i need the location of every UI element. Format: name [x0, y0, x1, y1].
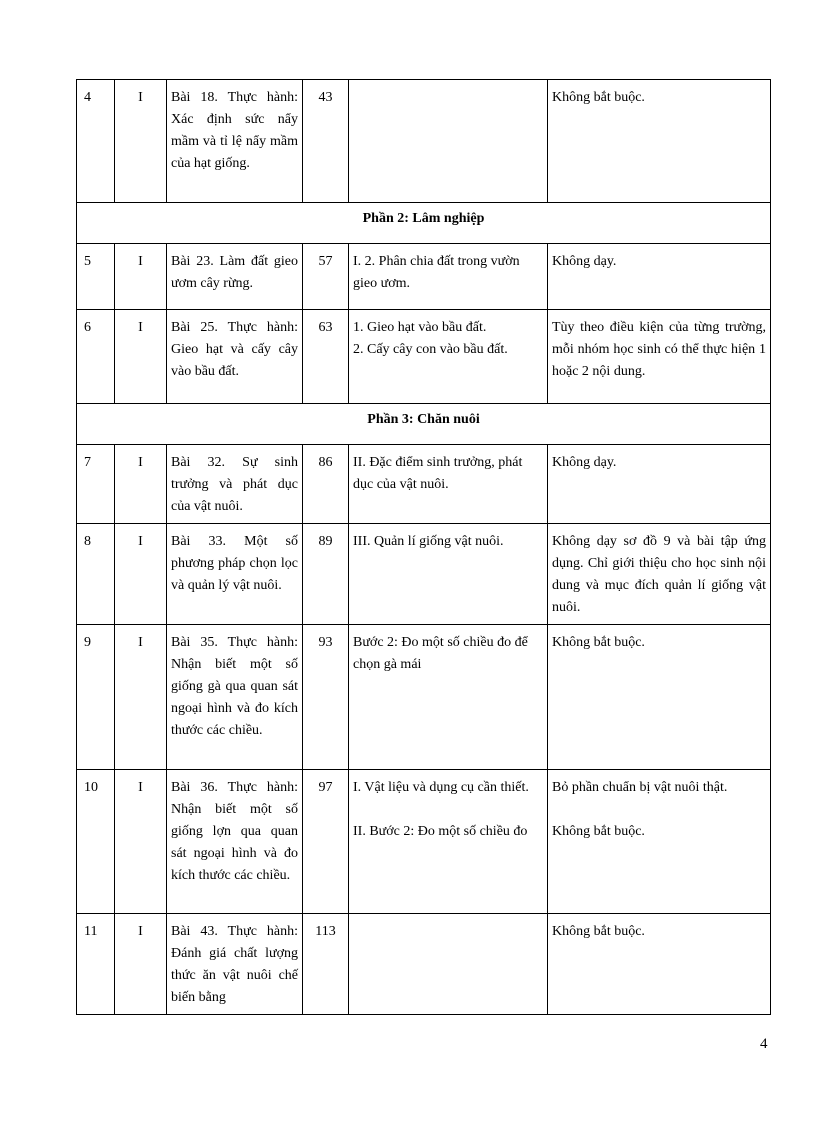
content-item: 1. Gieo hạt vào bầu đất.: [353, 320, 487, 335]
section-title: Phần 3: Chăn nuôi: [77, 404, 771, 445]
table-row: [77, 244, 771, 310]
cell-note: [548, 445, 771, 524]
cell-lesson: Bài 43. Thực hành: Đánh giá chất lượng thức ăn vật nuôi chế biến bằng: [167, 914, 303, 1015]
cell-content: [349, 80, 548, 203]
cell-content: [349, 244, 548, 310]
cell-stt: 11: [77, 914, 115, 1015]
note-item: Không dạy.: [552, 455, 617, 470]
cell-class: I: [115, 310, 167, 404]
cell-note: [548, 310, 771, 404]
table-row: [77, 524, 771, 625]
cell-page: 43: [303, 80, 349, 203]
table-row: [77, 770, 771, 914]
note-item: Không bắt buộc.: [552, 635, 645, 650]
cell-lesson: Bài 23. Làm đất gieo ươm cây rừng.: [167, 244, 303, 310]
page-number: 4: [760, 1036, 768, 1052]
content-item: 2. Cấy cây con vào bầu đất.: [353, 342, 508, 357]
spacer: [552, 799, 766, 821]
table-row: [77, 445, 771, 524]
curriculum-table: [76, 79, 771, 1015]
note-item: Tùy theo điều kiện của từng trường, mỗi nhóm học sinh có thể thực hiện 1 hoặc 2 nội dung.: [552, 320, 766, 379]
cell-stt: 6: [77, 310, 115, 404]
cell-lesson: Bài 35. Thực hành: Nhận biết một số giống gà qua quan sát ngoại hình và đo kích thước các chiều.: [167, 625, 303, 770]
note-item: Không bắt buộc.: [552, 924, 645, 939]
table-row: [77, 80, 771, 203]
cell-class: I: [115, 80, 167, 203]
section-row: [77, 404, 771, 445]
content-item: I. Vật liệu và dụng cụ cần thiết.: [353, 780, 529, 795]
table-row: [77, 310, 771, 404]
content-item: I. 2. Phân chia đất trong vườn gieo ươm.: [353, 254, 520, 291]
note-item: Không bắt buộc.: [552, 824, 645, 839]
cell-class: I: [115, 524, 167, 625]
cell-content: [349, 445, 548, 524]
note-item: Không dạy.: [552, 254, 617, 269]
cell-content: [349, 625, 548, 770]
cell-stt: 10: [77, 770, 115, 914]
cell-page: 89: [303, 524, 349, 625]
cell-stt: 9: [77, 625, 115, 770]
cell-class: I: [115, 914, 167, 1015]
table-body: [77, 80, 771, 1015]
cell-note: [548, 770, 771, 914]
content-item: II. Bước 2: Đo một số chiều đo: [353, 824, 528, 839]
cell-stt: 4: [77, 80, 115, 203]
cell-page: 93: [303, 625, 349, 770]
content-item: Bước 2: Đo một số chiều đo để chọn gà mái: [353, 635, 528, 672]
cell-class: I: [115, 244, 167, 310]
section-row: [77, 203, 771, 244]
cell-content: [349, 310, 548, 404]
table-row: [77, 914, 771, 1015]
cell-note: [548, 80, 771, 203]
cell-class: I: [115, 625, 167, 770]
cell-stt: 8: [77, 524, 115, 625]
cell-content: [349, 914, 548, 1015]
cell-lesson: Bài 32. Sự sinh trưởng và phát dục của vật nuôi.: [167, 445, 303, 524]
cell-lesson: Bài 33. Một số phương pháp chọn lọc và quản lý vật nuôi.: [167, 524, 303, 625]
cell-page: 97: [303, 770, 349, 914]
cell-class: I: [115, 445, 167, 524]
cell-content: [349, 770, 548, 914]
note-item: Không bắt buộc.: [552, 90, 645, 105]
cell-page: 57: [303, 244, 349, 310]
cell-page: 86: [303, 445, 349, 524]
cell-note: [548, 244, 771, 310]
cell-note: [548, 524, 771, 625]
cell-class: I: [115, 770, 167, 914]
section-title: Phần 2: Lâm nghiệp: [77, 203, 771, 244]
cell-note: [548, 625, 771, 770]
table-row: [77, 625, 771, 770]
cell-stt: 5: [77, 244, 115, 310]
cell-page: 63: [303, 310, 349, 404]
note-item: Bỏ phần chuẩn bị vật nuôi thật.: [552, 780, 728, 795]
note-item: Không dạy sơ đồ 9 và bài tập ứng dụng. Chỉ giới thiệu cho học sinh nội dung và mục đích quản lí giống vật nuôi.: [552, 534, 766, 615]
cell-stt: 7: [77, 445, 115, 524]
cell-note: [548, 914, 771, 1015]
cell-page: 113: [303, 914, 349, 1015]
cell-lesson: Bài 18. Thực hành: Xác định sức nẩy mầm và tỉ lệ nẩy mầm của hạt giống.: [167, 80, 303, 203]
cell-lesson: Bài 25. Thực hành: Gieo hạt và cấy cây vào bầu đất.: [167, 310, 303, 404]
content-item: III. Quản lí giống vật nuôi.: [353, 534, 504, 549]
spacer: [353, 799, 543, 821]
content-item: II. Đặc điểm sinh trưởng, phát dục của vật nuôi.: [353, 455, 523, 492]
cell-lesson: Bài 36. Thực hành: Nhận biết một số giống lợn qua quan sát ngoại hình và đo kích thước các chiều.: [167, 770, 303, 914]
cell-content: [349, 524, 548, 625]
